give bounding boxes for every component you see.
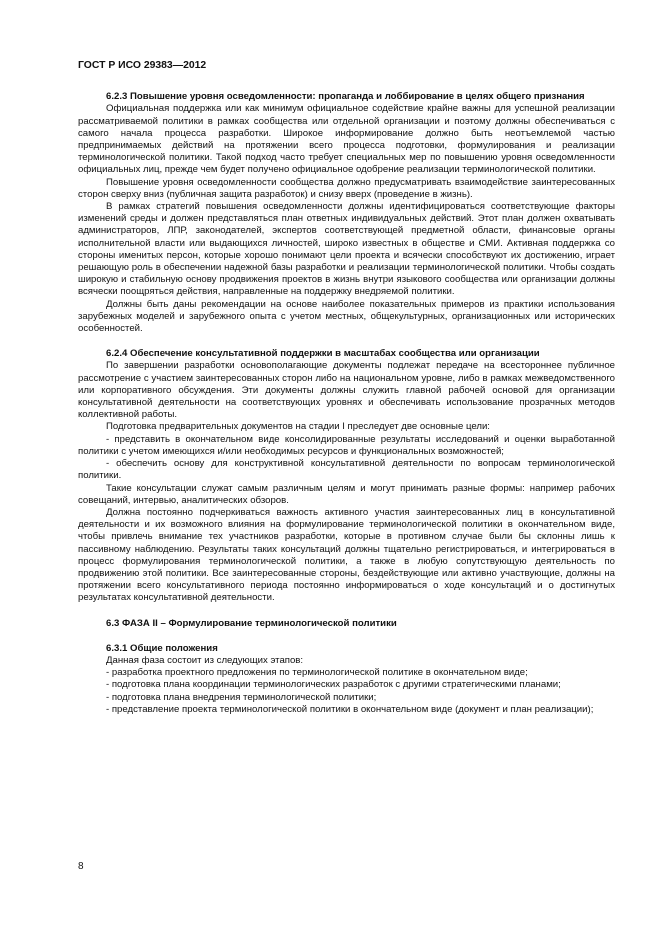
paragraph: Должны быть даны рекомендации на основе наиболее показательных примеров из практики использования зарубежных моделей и зарубежного опыта с учетом местных, общекультурных, организационных или исторических особенностей.	[78, 298, 615, 335]
section-6-2-3-title: 6.2.3 Повышение уровня осведомленности: пропаганда и лоббирование в целях общего признания	[106, 91, 585, 103]
paragraph: В рамках стратегий повышения осведомленности должны идентифицироваться соответствующие факторы изменений среды и должен представляться план ответных индивидуальных действий. Этот план должен охватывать администраторов, ЛПР, законодателей, экспертов соответствующей предметной области, финансовые органы исполнительной власти или выдающихся личностей, широко известных в обществе и СМИ. Активная поддержка со стороны именитых персон, которые хорошо понимают цели проекта и всячески способствуют их достижению, играет решающую роль в обеспечении надежной базы разработки и реализации терминологической политики. Чтобы создать широкую и стабильную основу продвижения проектов в жизнь внутри языкового сообщества или организации должны всячески поощряться действия, направленные на поддержку внедряемой политики.	[78, 201, 615, 298]
paragraph: Должна постоянно подчеркиваться важность активного участия заинтересованных лиц в консультативной деятельности и их возможного влияния на формулирование терминологической политики в окончательном виде, чтобы привлечь внимание тех участников разработки, которые в противном случае были бы склонны лишь к пассивному наблюдению. Результаты таких консультаций должны тщательно регистрироваться, и интегрироваться в процесс формулирования терминологической политики, а также в любую сопутствующую деятельность по продвижению этой политики. Все заинтересованные стороны, бездействующие или активно участвующие, должны на протяжении всего консультативного периода постоянно информироваться о ходе консультаций и о достигнутых результатах консультативной деятельности.	[78, 506, 615, 604]
section-6-2-4-title: 6.2.4 Обеспечение консультативной поддержки в масштабах сообщества или организации	[106, 348, 540, 360]
paragraph: Такие консультации служат самым различным целям и могут принимать разные формы: например рабочих совещаний, интервью, аналитических обзоров.	[78, 482, 615, 506]
page-number: 8	[78, 861, 84, 872]
list-item: - подготовка плана внедрения терминологической политики;	[106, 691, 377, 703]
paragraph: Официальная поддержка или как минимум официальное содействие крайне важны для успешной реализации рассматриваемой политики в рамках сообщества или отдельной организации и поэтому должны обеспечиваться с самого начала процесса разработки. Широкое информирование должно быть неотъемлемой частью предпринимаемых действий на протяжении всего процесса подготовки, формулирования и реализации терминологической политики. Такой подход часто требует специальных мер по повышению уровня осведомленности официальных лиц, прежде чем будет получено официальное одобрение реализации терминологической политики.	[78, 103, 615, 176]
paragraph: Данная фаза состоит из следующих этапов:	[106, 654, 304, 666]
paragraph: По завершении разработки основополагающие документы подлежат передаче на всестороннее публичное рассмотрение с участием заинтересованных сторон либо на национальном уровне, либо в рамках межведомственного или корпоративного обсуждения. Эти документы должны служить главной рабочей основой для организации консультативной деятельности на соответствующих уровнях и обеспечивать использование прозрачных методов коллективной работы.	[78, 360, 615, 421]
list-item: - обеспечить основу для конструктивной консультативной деятельности по вопросам терминологической политики.	[78, 458, 615, 482]
document-header: ГОСТ Р ИСО 29383—2012	[78, 60, 207, 71]
list-item: - представить в окончательном виде консолидированные результаты исследований и оценки выработанной политики с учетом имеющихся и/или необходимых ресурсов и функциональных возможностей;	[78, 433, 615, 457]
section-6-3-1-title: 6.3.1 Общие положения	[106, 642, 218, 654]
section-6-3-title: 6.3 ФАЗА II – Формулирование терминологической политики	[106, 617, 397, 629]
paragraph: Повышение уровня осведомленности сообщества должно предусматривать взаимодействие заинтересованных сторон сверху вниз (публичная защита разработок) и снизу вверх (проведение в жизнь).	[78, 176, 615, 200]
list-item: - разработка проектного предложения по терминологической политике в окончательном виде;	[106, 667, 528, 679]
page-body	[78, 60, 615, 716]
list-item: - представление проекта терминологической политики в окончательном виде (документ и план реализации);	[106, 703, 594, 715]
list-item: - подготовка плана координации терминологических разработок с другими стратегическими планами;	[106, 679, 561, 691]
paragraph: Подготовка предварительных документов на стадии I преследует две основные цели:	[106, 421, 490, 433]
